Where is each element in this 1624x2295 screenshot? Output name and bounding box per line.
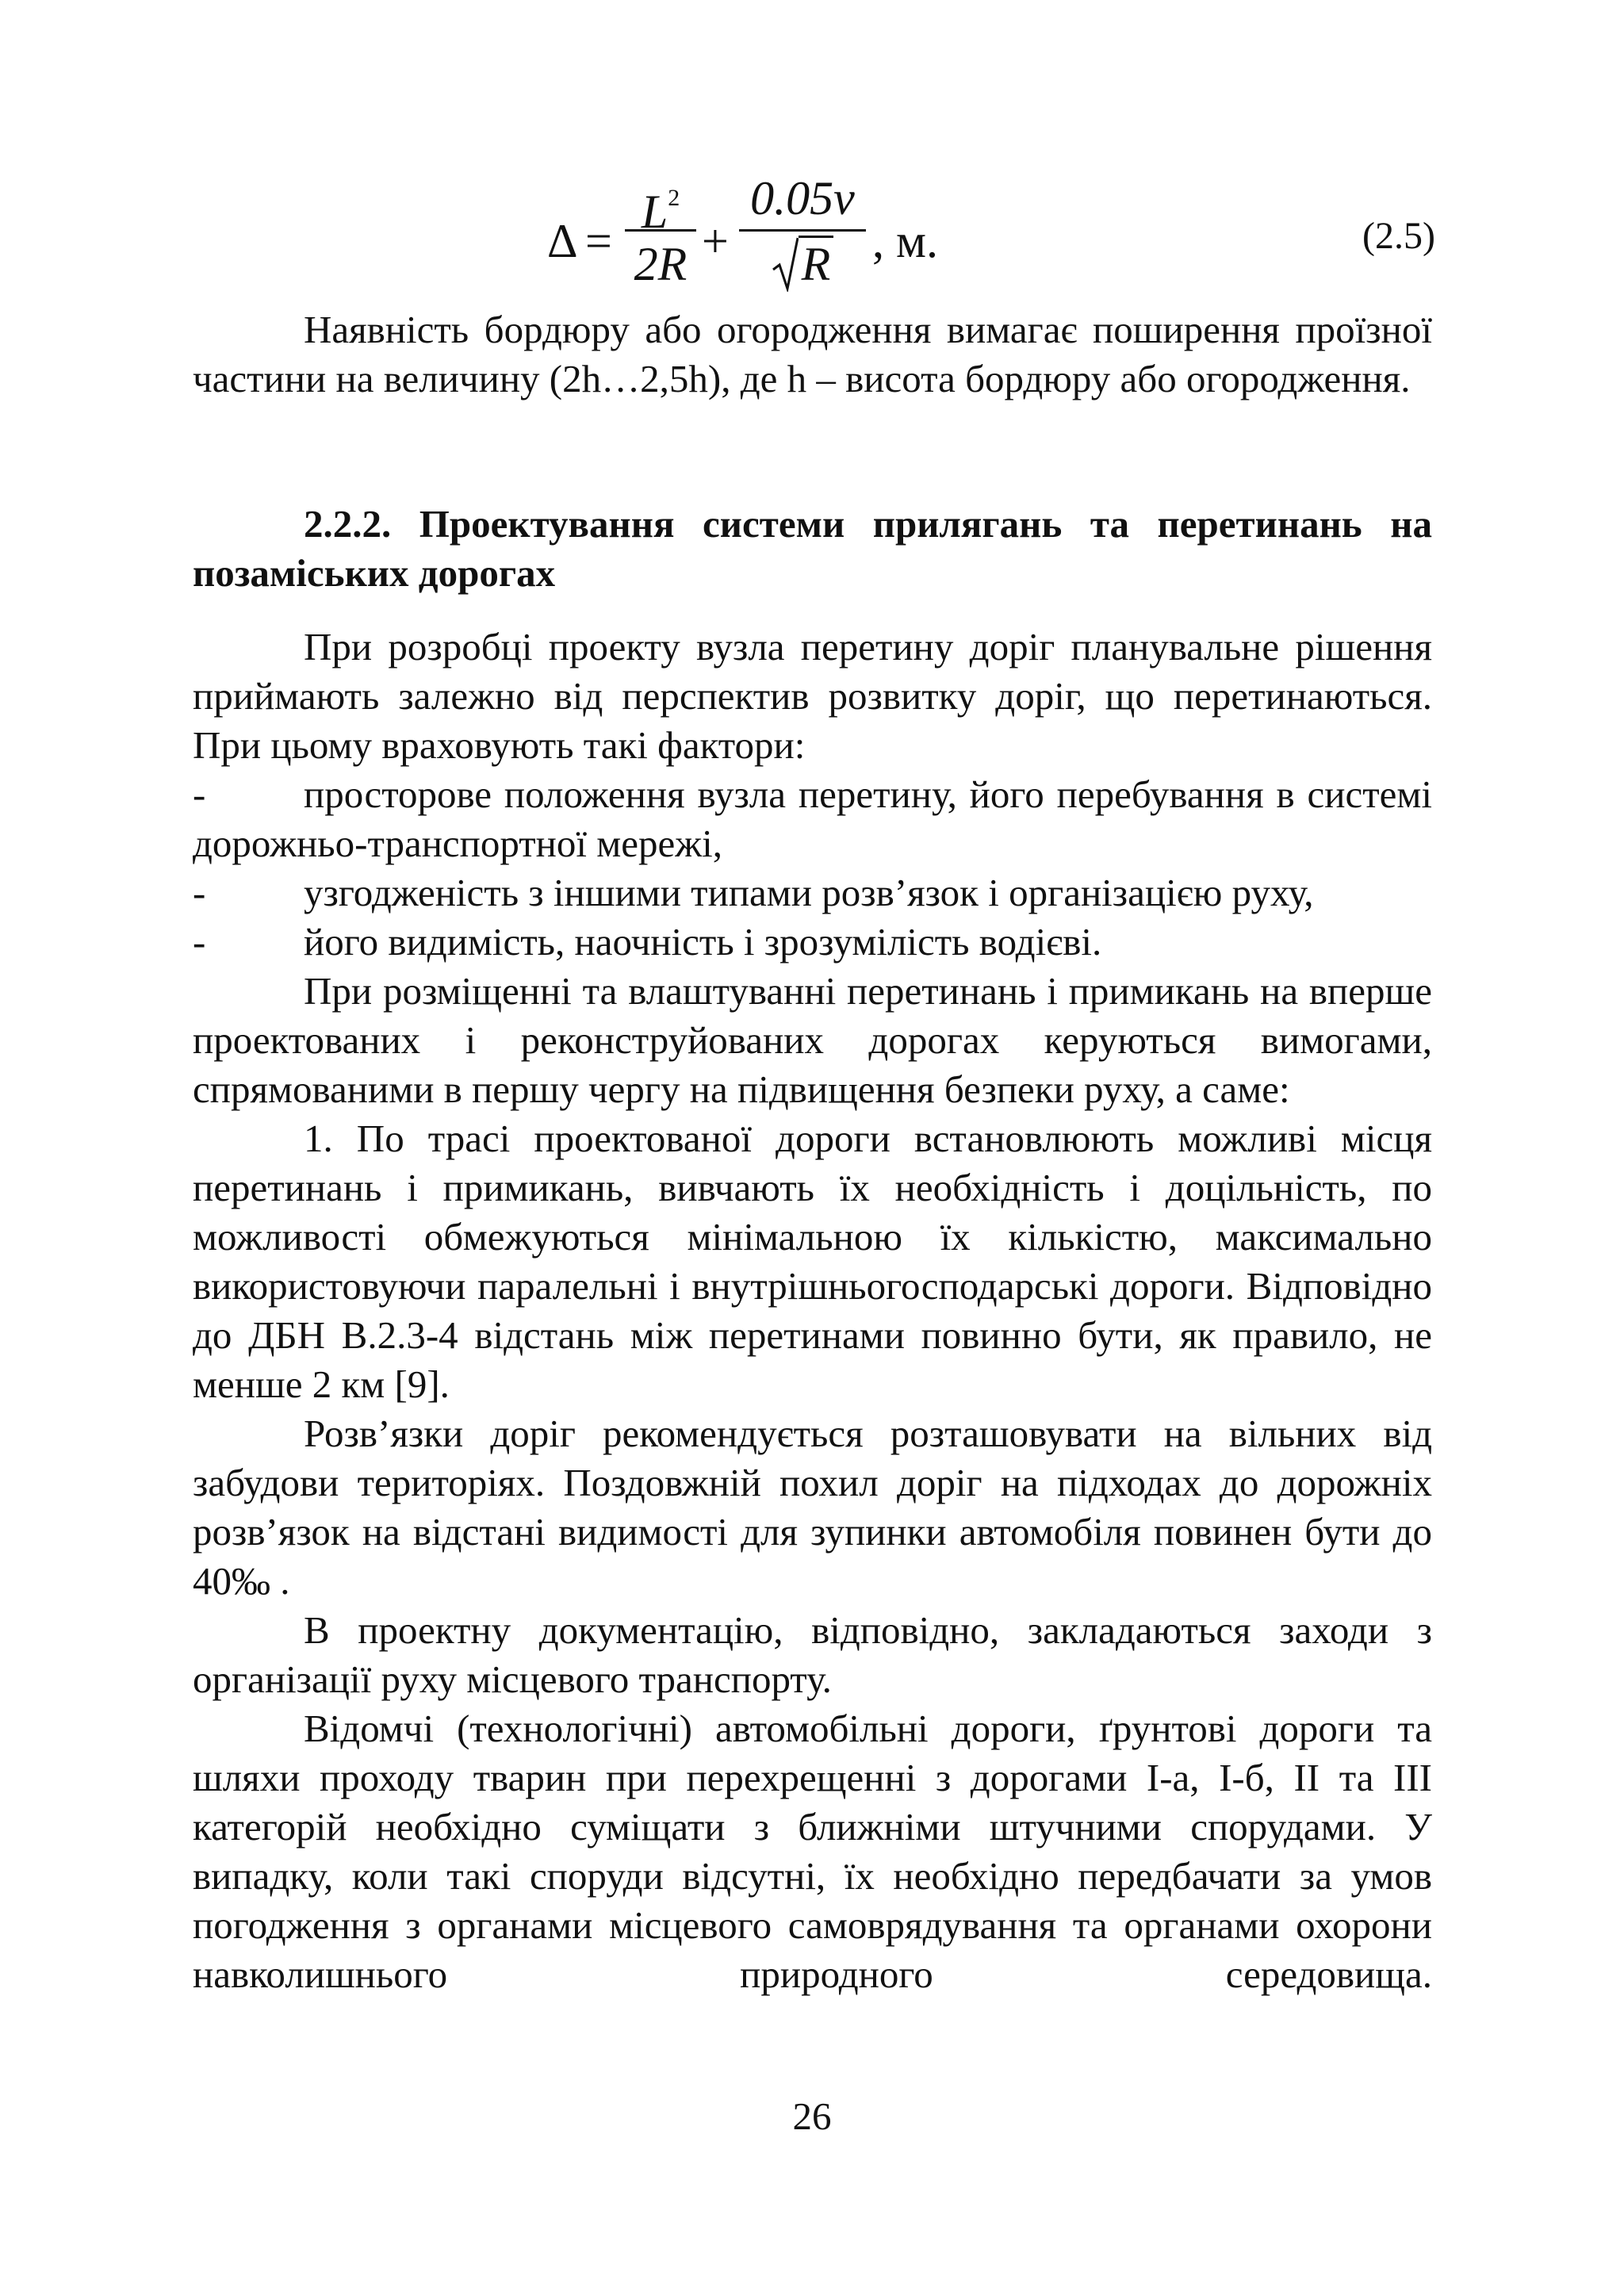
fraction-1-numerator: $L^2$ bbox=[641, 185, 680, 238]
formula-equals: = bbox=[585, 215, 612, 267]
list-item-text: його видимість, наочність і зрозумілість водієві. bbox=[304, 920, 1102, 964]
formula-plus: + bbox=[702, 215, 729, 267]
fraction-1-denominator: 2R bbox=[634, 238, 688, 290]
list-dash: - bbox=[193, 871, 206, 914]
fraction-2-denominator bbox=[739, 236, 866, 292]
list-dash: - bbox=[193, 920, 206, 964]
fraction-2-bar bbox=[739, 229, 866, 232]
list-item bbox=[193, 918, 1432, 967]
list-item bbox=[193, 770, 1432, 868]
paragraph-interchanges: Розв’язки доріг рекомендується розташовувати на вільних від забудови територіях. Поздовжній похил доріг на підходах до дорожніх розв’язок на відстані видимості для зупинки автомобіля повинен бути до 40‰ . bbox=[193, 1412, 1432, 1603]
square-root bbox=[772, 236, 834, 292]
list-item-text: просторове положення вузла перетину, його перебування в системі дорожньо-транспортної мережі, bbox=[193, 772, 1432, 865]
body-text bbox=[193, 623, 1432, 1999]
fraction-2-numerator: 0.05v bbox=[750, 172, 855, 224]
formula-unit: , м. bbox=[872, 215, 938, 267]
paragraph-requirements: При розміщенні та влаштуванні перетинань і примикань на вперше проектованих і реконструйованих дорогах керуються вимогами, спрямованими в першу чергу на підвищення безпеки руху, а саме: bbox=[193, 969, 1432, 1111]
formula-fraction-1 bbox=[625, 170, 696, 292]
paragraph-point-1: 1. По трасі проектованої дороги встановлюють можливі місця перетинань і примикань, вивчають їх необхідність і доцільність, по можливості обмежуються мінімальною їх кількістю, максимально використовуючи паралельні і внутрішньогосподарські дороги. Відповідно до ДБН В.2.3-4 відстань між перетинами повинно бути, як правило, не менше 2 км [9]. bbox=[193, 1117, 1432, 1406]
radicand: R bbox=[799, 236, 834, 290]
paragraph-border: Наявність бордюру або огородження вимагає поширення проїзної частини на величину (2h…2,5h), де h – висота бордюру або огородження. bbox=[193, 308, 1432, 400]
list-dash: - bbox=[193, 772, 206, 816]
equation-number: (2.5) bbox=[1362, 215, 1435, 257]
radical-sign-icon bbox=[772, 236, 799, 292]
paragraph-departmental-roads: Відомчі (технологічні) автомобільні дороги, ґрунтові дороги та шляхи проходу тварин при перехрещенні з дорогами І-а, І-б, ІІ та ІІІ категорій необхідно суміщати з ближніми штучними спорудами. У випадку, коли такі споруди відсутні, їх необхідно передбачати за умов погодження з органами місцевого самоврядування та органами охорони навколишнього природного середовища. bbox=[193, 1707, 1432, 1996]
list-item bbox=[193, 868, 1432, 918]
paragraph-documentation: В проектну документацію, відповідно, закладаються заходи з організації руху місцевого транспорту. bbox=[193, 1608, 1432, 1701]
formula-fraction-2 bbox=[739, 170, 866, 292]
paragraph-block-1 bbox=[193, 305, 1432, 404]
list-item-text: узгодженість з іншими типами розв’язок і організацією руху, bbox=[304, 871, 1314, 914]
section-heading-block bbox=[193, 500, 1432, 598]
paragraph-intro: При розробці проекту вузла перетину доріг планувальне рішення приймають залежно від перспектив розвитку доріг, що перетинаються. При цьому враховують такі фактори: bbox=[193, 625, 1432, 767]
page-number: 26 bbox=[792, 2094, 832, 2138]
formula-2-5 bbox=[523, 170, 1435, 297]
section-heading: 2.2.2. Проектування системи прилягань та перетинань на позаміських дорогах bbox=[193, 502, 1432, 595]
formula-lhs: Δ bbox=[547, 215, 578, 267]
